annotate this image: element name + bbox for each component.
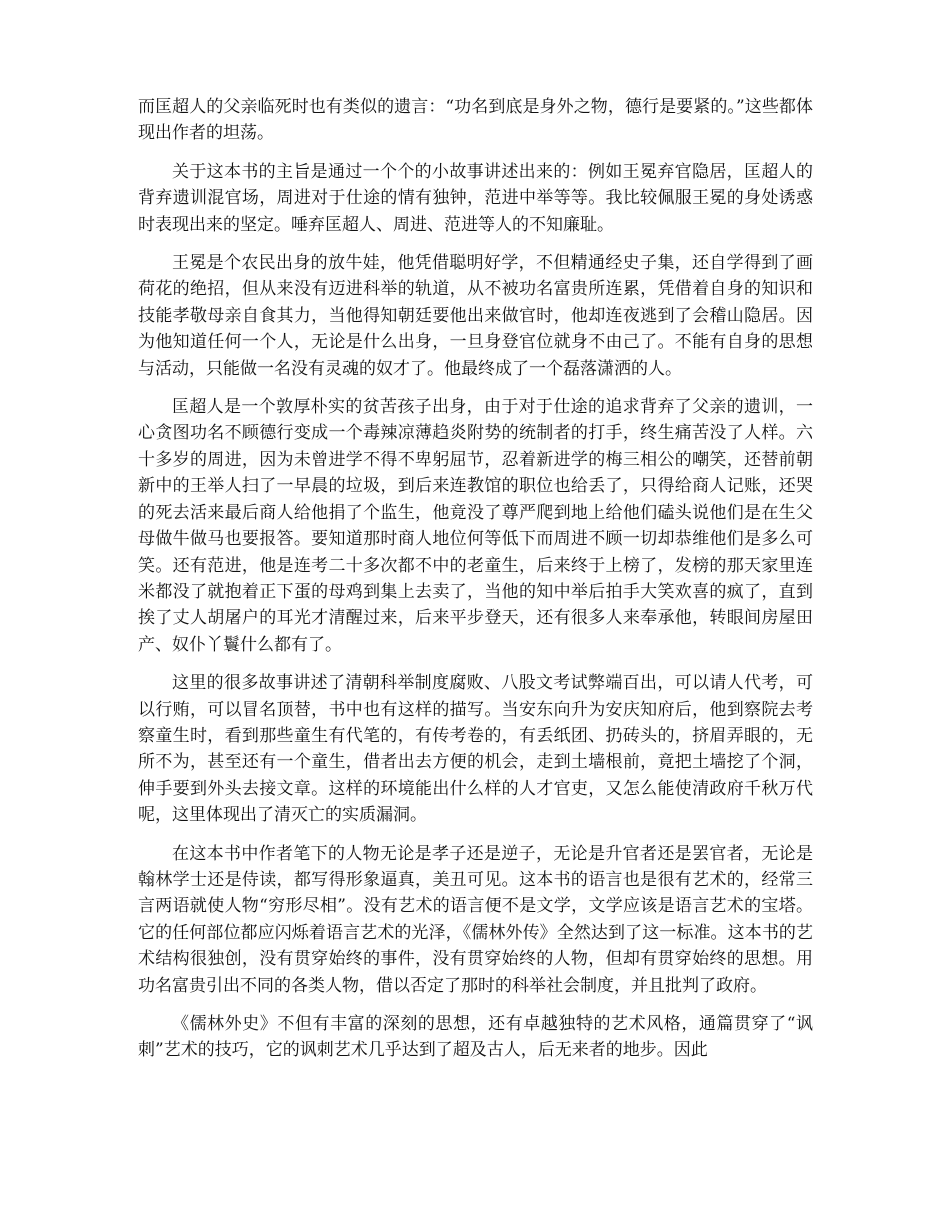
document-body xyxy=(138,94,813,1076)
paragraph-1: 而匡超人的父亲临死时也有类似的遗言：“功名到底是身外之物，德行是要紧的。”这些都体现出作者的坦荡。 xyxy=(138,97,813,144)
paragraph-4: 匡超人是一个敦厚朴实的贫苦孩子出身，由于对于仕途的追求背弃了父亲的遗训，一心贪图功名不顾德行变成一个毒辣凉薄趋炎附势的统制者的打手，终生痛苦没了人样。六十多岁的周进，因为未曾进学不得不卑躬屈节，忍着新进学的梅三相公的嘲笑，还替前朝新中的王举人扫了一早晨的垃圾，到后来连教馆的职位也给丢了，只得给商人记账，还哭的死去活来最后商人给他捐了个监生，他竟没了尊严爬到地上给他们磕头说他们是在生父母做牛做马也要报答。要知道那时商人地位何等低下而周进不顾一切却恭维他们是多么可笑。还有范进，他是连考二十多次都不中的老童生，后来终于上榜了，发榜的那天家里连米都没了就抱着正下蛋的母鸡到集上去卖了，当他的知中举后拍手大笑欢喜的疯了，直到挨了丈人胡屠户的耳光才清醒过来，后来平步登天，还有很多人来奉承他，转眼间房屋田产、奴仆丫鬟什么都有了。 xyxy=(138,397,813,655)
paragraph-7: 《儒林外史》不但有丰富的深刻的思想，还有卓越独特的艺术风格，通篇贯穿了“讽刺”艺术的技巧，它的讽刺艺术几乎达到了超及古人，后无来者的地步。因此 xyxy=(138,1014,813,1061)
paragraph-5: 这里的很多故事讲述了清朝科举制度腐败、八股文考试弊端百出，可以请人代考，可以行贿，可以冒名顶替，书中也有这样的描写。当安东向升为安庆知府后，他到察院去考察童生时，看到那些童生有代笔的，有传考卷的，有丢纸团、扔砖头的，挤眉弄眼的，无所不为，甚至还有一个童生，借者出去方便的机会，走到土墙根前，竟把土墙挖了个洞，伸手要到外头去接文章。这样的环境能出什么样的人才官吏，又怎么能使清政府千秋万代呢，这里体现出了清灭亡的实质漏洞。 xyxy=(138,673,813,826)
paragraph-6: 在这本书中作者笔下的人物无论是孝子还是逆子，无论是升官者还是罢官者，无论是翰林学士还是侍读，都写得形象逼真，美丑可见。这本书的语言也是很有艺术的，经常三言两语就使人物“穷形尽相”。没有艺术的语言便不是文学，文学应该是语言艺术的宝塔。它的任何部位都应闪烁着语言艺术的光泽，《儒林外传》全然达到了这一标准。这本书的艺术结构很独创，没有贯穿始终的事件，没有贯穿始终的人物，但却有贯穿始终的思想。用功名富贵引出不同的各类人物，借以否定了那时的科举社会制度，并且批判了政府。 xyxy=(138,843,813,996)
paragraph-2: 关于这本书的主旨是通过一个个的小故事讲述出来的：例如王冕弃官隐居，匡超人的背弃遗训混官场，周进对于仕途的情有独钟，范进中举等等。我比较佩服王冕的身处诱惑时表现出来的坚定。唾弃匡超人、周进、范进等人的不知廉耻。 xyxy=(138,161,813,235)
paragraph-3: 王冕是个农民出身的放牛娃，他凭借聪明好学，不但精通经史子集，还自学得到了画荷花的绝招，但从来没有迈进科举的轨道，从不被功名富贵所连累，凭借着自身的知识和技能孝敬母亲自食其力，当他得知朝廷要他出来做官时，他却连夜逃到了会稽山隐居。因为他知道任何一个人，无论是什么出身，一旦身登官位就身不由己了。不能有自身的思想与活动，只能做一名没有灵魂的奴才了。他最终成了一个磊落潇洒的人。 xyxy=(138,253,813,379)
